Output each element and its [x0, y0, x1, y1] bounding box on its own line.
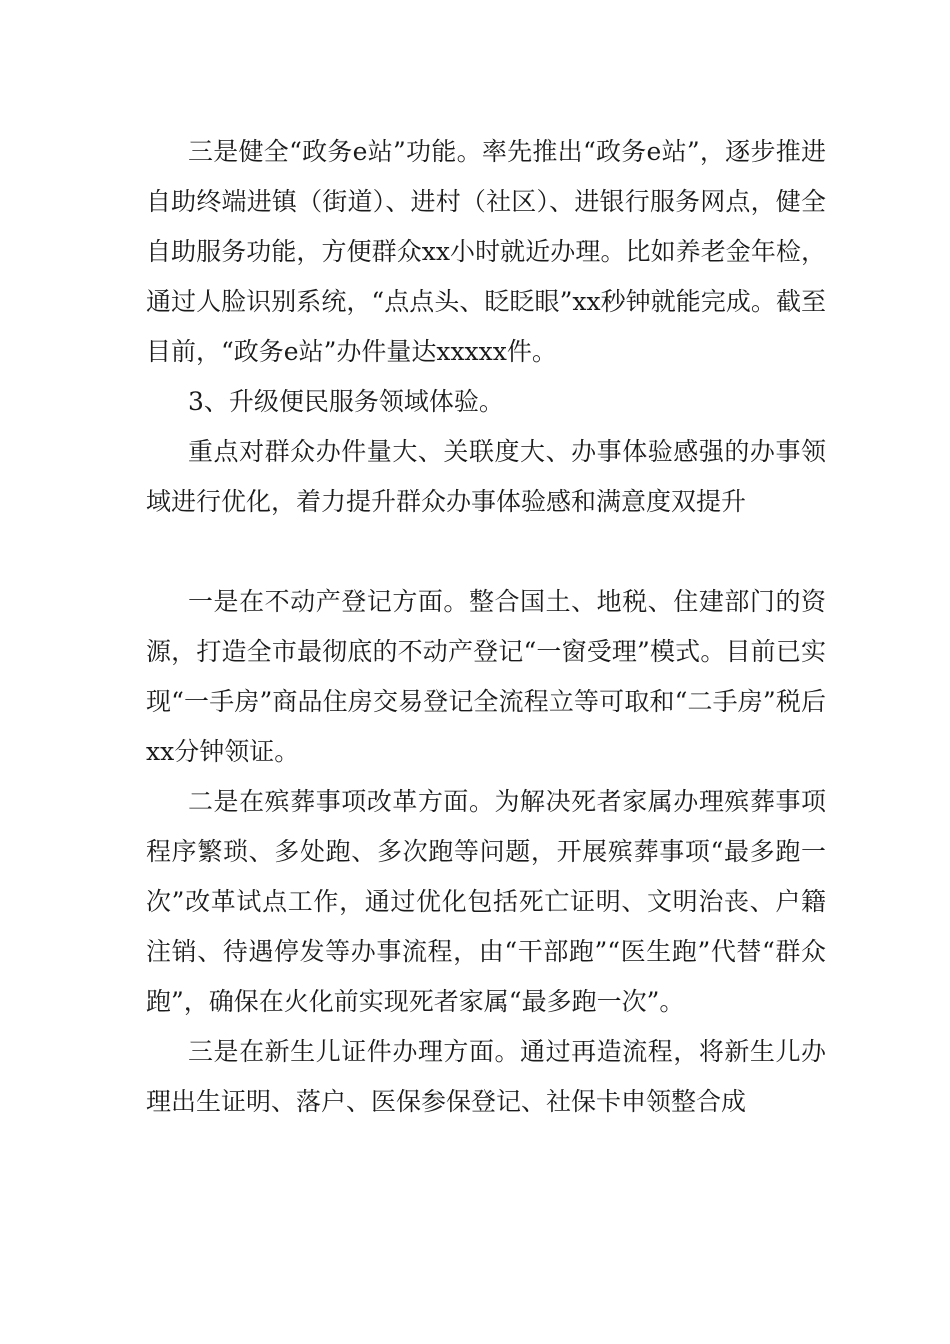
paragraph-real-estate: 一是在不动产登记方面。整合国土、地税、住建部门的资源，打造全市最彻底的不动产登记“一窗受理”模式。目前已实现“一手房”商品住房交易登记全流程立等可取和“二手房”税后xx分钟领证。 — [146, 587, 826, 766]
paragraph-egov-station: 三是健全“政务e站”功能。率先推出“政务e站”，逐步推进自助终端进镇（街道）、进村（社区）、进银行服务网点，健全自助服务功能，方便群众xx小时就近办理。比如养老金年检，通过人脸识别系统，“点点头、眨眨眼”xx秒钟就能完成。截至目前，“政务e站”办件量达xxxxx件。 — [146, 137, 826, 366]
paragraph-section-heading: 3、升级便民服务领域体验。 — [188, 387, 504, 416]
paragraph-funeral-reform: 二是在殡葬事项改革方面。为解决死者家属办理殡葬事项程序繁琐、多处跑、多次跑等问题，开展殡葬事项“最多跑一次”改革试点工作，通过优化包括死亡证明、文明治丧、户籍注销、待遇停发等办事流程，由“干部跑”“医生跑”代替“群众跑”，确保在火化前实现死者家属“最多跑一次”。 — [146, 787, 826, 1016]
paragraph-newborn-certificates: 三是在新生儿证件办理方面。通过再造流程，将新生儿办理出生证明、落户、医保参保登记、社保卡申领整合成 — [146, 1037, 826, 1116]
paragraph-gap — [146, 527, 826, 577]
document-page — [146, 127, 826, 1127]
paragraph-focus-optimization: 重点对群众办件量大、关联度大、办事体验感强的办事领域进行优化，着力提升群众办事体验感和满意度双提升 — [146, 437, 826, 516]
